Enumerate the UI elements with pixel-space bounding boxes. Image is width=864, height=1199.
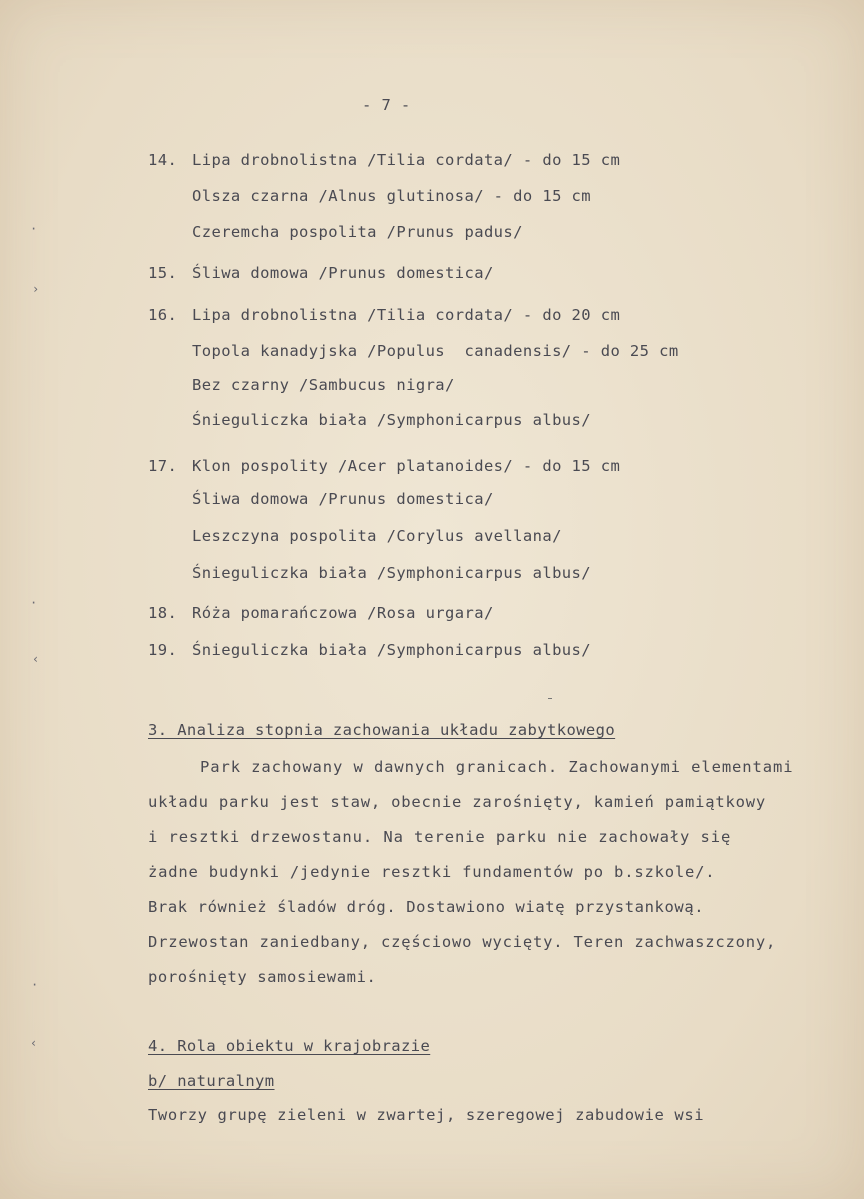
section-3-paragraph-line: Drzewostan zaniedbany, częściowo wycięty. Teren zachwaszczony, bbox=[148, 933, 777, 951]
list-item-number: 16. bbox=[148, 306, 178, 324]
section-3-paragraph-line: żadne budynki /jedynie resztki fundamentów po b.szkole/. bbox=[148, 863, 716, 881]
list-item-line: Śliwa domowa /Prunus domestica/ bbox=[192, 264, 494, 282]
list-item-line: Lipa drobnolistna /Tilia cordata/ - do 15 cm bbox=[192, 151, 621, 169]
list-item-line: Leszczyna pospolita /Corylus avellana/ bbox=[192, 527, 562, 545]
list-item-line: Olsza czarna /Alnus glutinosa/ - do 15 cm bbox=[192, 187, 592, 205]
section-3-paragraph-line: porośnięty samosiewami. bbox=[148, 968, 377, 986]
section-3-heading: 3. Analiza stopnia zachowania układu zabytkowego bbox=[148, 721, 616, 739]
list-item-line: Klon pospolity /Acer platanoides/ - do 15 cm bbox=[192, 457, 621, 475]
margin-speck: · bbox=[30, 222, 38, 236]
list-item-line: Śnieguliczka biała /Symphonicarpus albus/ bbox=[192, 641, 592, 659]
list-item-line: Bez czarny /Sambucus nigra/ bbox=[192, 376, 455, 394]
section-3-paragraph-line: układu parku jest staw, obecnie zarośnięty, kamień pamiątkowy bbox=[148, 793, 767, 811]
section-4-heading: 4. Rola obiektu w krajobrazie bbox=[148, 1037, 431, 1055]
list-item-line: Topola kanadyjska /Populus canadensis/ - do 25 cm bbox=[192, 342, 679, 360]
page-number: - 7 - bbox=[362, 96, 411, 114]
list-item-line: Róża pomarańczowa /Rosa urgara/ bbox=[192, 604, 494, 622]
list-item-line: Śnieguliczka biała /Symphonicarpus albus/ bbox=[192, 411, 592, 429]
margin-speck: ‹ bbox=[30, 1036, 38, 1050]
margin-speck: › bbox=[32, 282, 40, 296]
list-item-line: Lipa drobnolistna /Tilia cordata/ - do 20 cm bbox=[192, 306, 621, 324]
list-item-number: 14. bbox=[148, 151, 178, 169]
section-4-subheading: b/ naturalnym bbox=[148, 1072, 275, 1090]
list-item-number: 17. bbox=[148, 457, 178, 475]
section-3-paragraph-line: i resztki drzewostanu. Na terenie parku nie zachowały się bbox=[148, 828, 732, 846]
list-item-line: Czeremcha pospolita /Prunus padus/ bbox=[192, 223, 523, 241]
page-speck bbox=[548, 698, 552, 699]
section-3-paragraph-line: Park zachowany w dawnych granicach. Zachowanymi elementami bbox=[200, 758, 794, 776]
list-item-number: 18. bbox=[148, 604, 178, 622]
list-item-number: 15. bbox=[148, 264, 178, 282]
margin-speck: ‹ bbox=[32, 652, 40, 666]
section-3-paragraph-line: Brak również śladów dróg. Dostawiono wiatę przystankową. bbox=[148, 898, 705, 916]
list-item-number: 19. bbox=[148, 641, 178, 659]
margin-speck: · bbox=[31, 978, 39, 992]
margin-speck: · bbox=[30, 596, 38, 610]
section-4-text: Tworzy grupę zieleni w zwartej, szeregowej zabudowie wsi bbox=[148, 1106, 705, 1124]
list-item-line: Śliwa domowa /Prunus domestica/ bbox=[192, 490, 494, 508]
list-item-line: Śnieguliczka biała /Symphonicarpus albus/ bbox=[192, 564, 592, 582]
